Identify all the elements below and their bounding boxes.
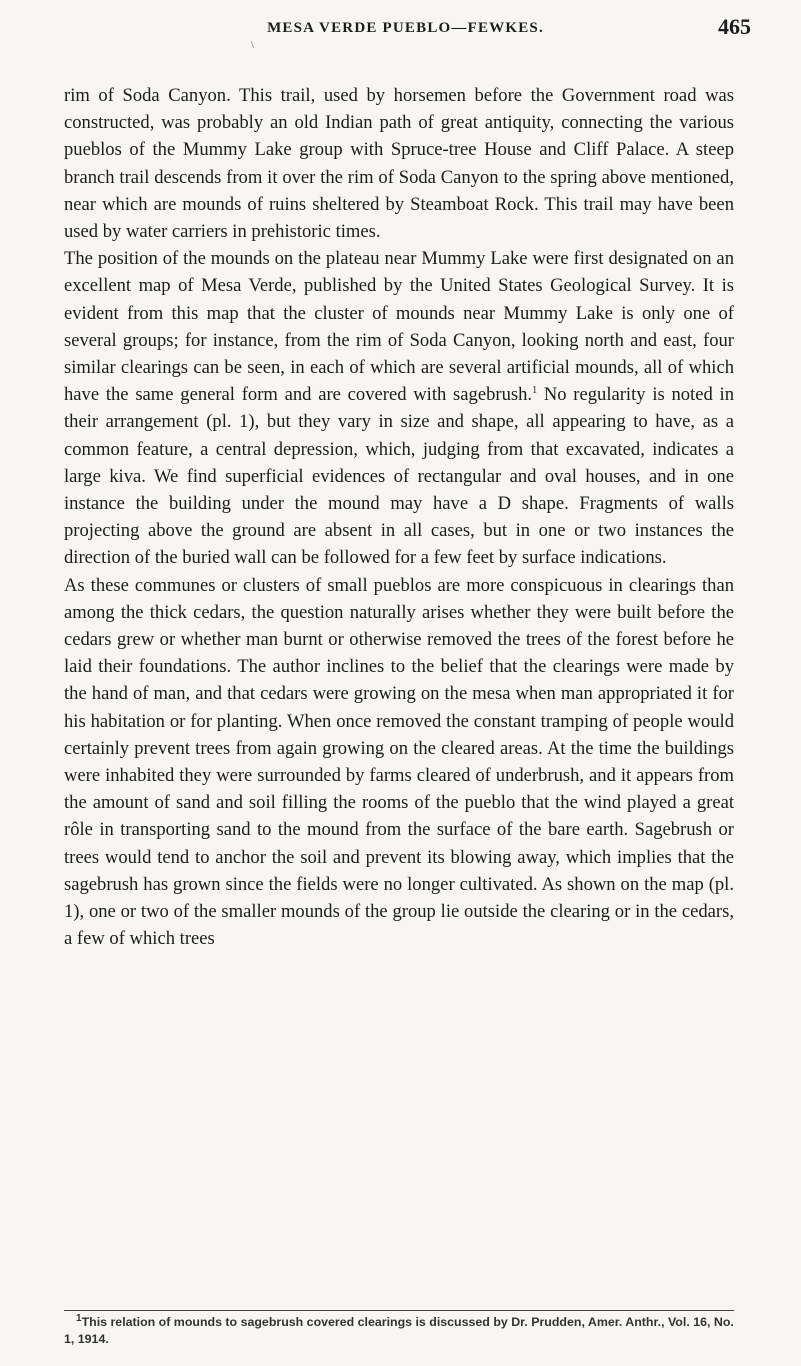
paragraph-1: rim of Soda Canyon. This trail, used by horsemen before the Government road was constructed, was probably an old Indian path of great antiquity, connecting the various pueblos of the Mummy Lake group with Spruce-tree House and Cliff Palace. A steep branch trail descends from it over the rim of Soda Canyon to the spring above mentioned, near which are mounds of ruins sheltered by Steamboat Rock. This trail may have been used by water carriers in prehistoric times. [64, 85, 734, 243]
footnote-text: This relation of mounds to sagebrush covered clearings is discussed by Dr. Prudden, Amer. Anthr., Vol. 16, No. 1, 1914. [64, 1315, 734, 1346]
footnote-reference[interactable]: 1 [532, 385, 538, 397]
paragraph-3: As these communes or clusters of small pueblos are more conspicuous in clearings than among the thick cedars, the question naturally arises whether they were built before the cedars grew or whether man burnt or otherwise removed the trees of the forest before he laid their foundations. The author inclines to the belief that the clearings were made by the hand of man, and that cedars were growing on the mesa when man appropriated it for his habitation or for planting. When once removed the constant tramping of people would certainly prevent trees from again growing on the cleared areas. At the time the buildings were inhabited they were surrounded by farms cleared of underbrush, and it appears from the amount of sand and soil filling the rooms of the pueblo that the wind played a great rôle in transporting sand to the mound from the surface of the bare earth. Sagebrush or trees would tend to anchor the soil and prevent its blowing away, which implies that the sagebrush has grown since the fields were no longer cultivated. As shown on the map (pl. 1), one or two of the smaller mounds of the group lie outside the clearing or in the cedars, a few of which trees [64, 574, 734, 950]
paragraph-2-text: The position of the mounds on the plateau near Mummy Lake were first designated on an excellent map of Mesa Verde, published by the United States Geological Survey. It is evident from this map that the cluster of mounds near Mummy Lake is only one of several groups; for instance, from the rim of Soda Canyon, looking north and east, four similar clearings can be seen, in each of which are several artificial mounds, all of which have the same general form and are covered with sagebrush. [64, 248, 734, 406]
page-number: 465 [718, 14, 751, 39]
running-title: MESA VERDE PUEBLO—FEWKES. [267, 20, 544, 36]
running-head [60, 14, 751, 44]
paragraph-2 [64, 245, 734, 571]
body-text [64, 82, 734, 953]
footnote-marker: 1 [76, 1312, 82, 1324]
paragraph-2-continued: No regularity is noted in their arrangement (pl. 1), but they vary in size and shape, all appearing to have, as a common feature, a central depression, which, judging from that excavated, indicates a large kiva. We find superficial evidences of rectangular and oval houses, and in one instance the building under the mound may have a D shape. Fragments of walls projecting above the ground are absent in all cases, but in one or two instances the direction of the buried wall can be followed for a few feet by surface indications. [64, 384, 734, 569]
stray-mark: \ [251, 40, 254, 51]
footnote-1 [64, 1314, 734, 1348]
footnotes [64, 1314, 734, 1348]
footnote-divider [64, 1310, 734, 1311]
